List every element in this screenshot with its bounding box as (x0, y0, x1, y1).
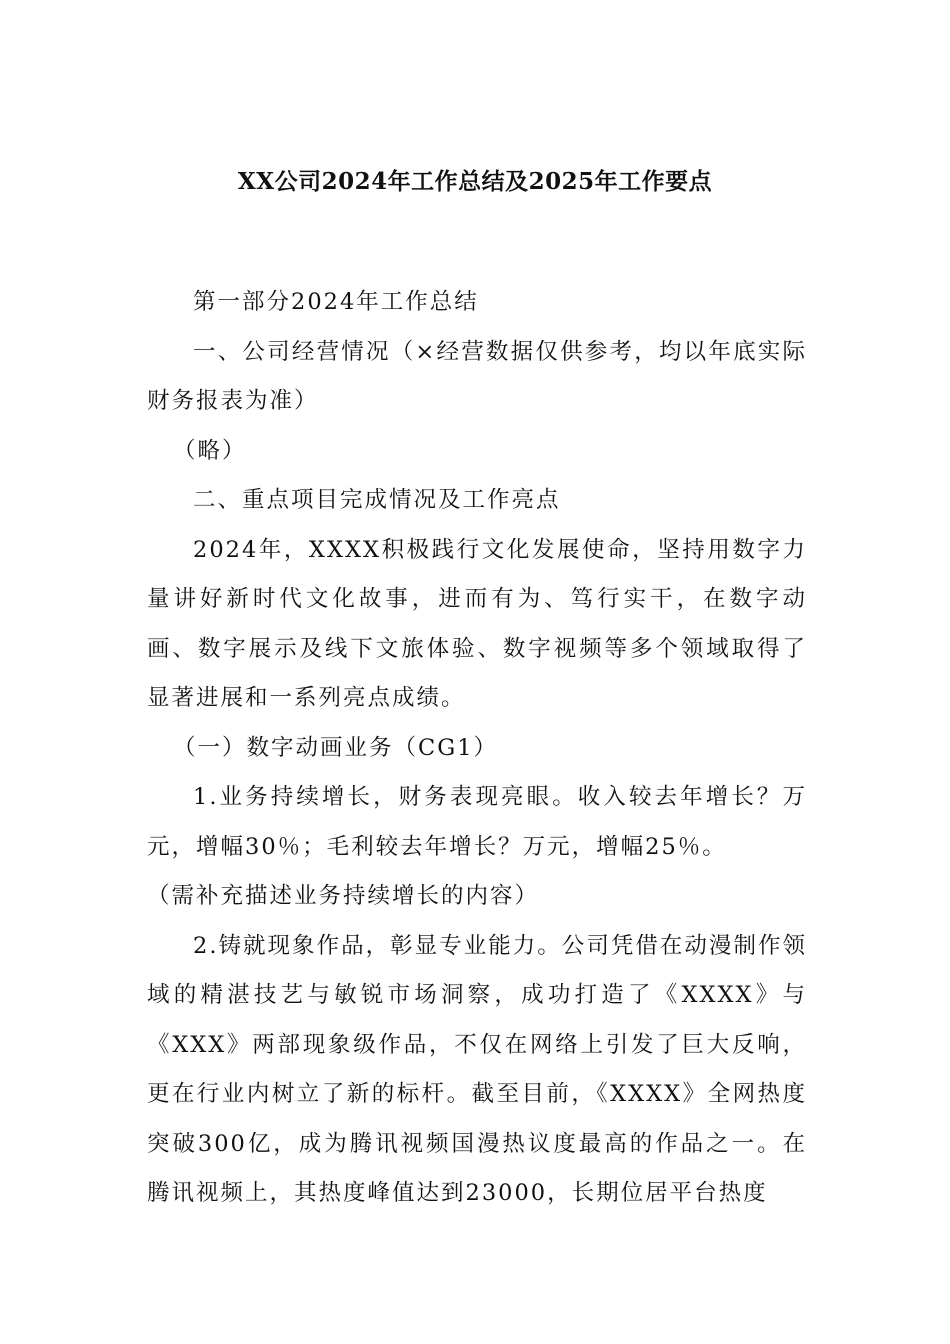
document-title: XX公司2024年工作总结及2025年工作要点 (237, 168, 713, 195)
paragraph: 1.业务持续增长，财务表现亮眼。收入较去年增长？万元，增幅30％；毛利较去年增长？万元，增幅25％。 (147, 784, 807, 860)
section-heading: 第一部分2024年工作总结 (193, 289, 479, 315)
paragraph: 2024年，XXXX积极践行文化发展使命，坚持用数字力量讲好新时代文化故事，进而有为、笃行实干，在数字动画、数字展示及线下文旅体验、数字视频等多个领域取得了显著进展和一系列亮点成绩。 (147, 536, 807, 711)
subsection-heading: 二、重点项目完成情况及工作亮点 (193, 487, 561, 513)
subsection-heading: （一）数字动画业务（CG1） (173, 734, 499, 761)
subsection-heading: 一、公司经营情况（×经营数据仅供参考，均以年底实际财务报表为准） (147, 338, 807, 414)
paragraph-note: （需补充描述业务持续增长的内容） (147, 883, 540, 909)
paragraph-omitted: （略） (173, 437, 247, 464)
paragraph: 2.铸就现象作品，彰显专业能力。公司凭借在动漫制作领域的精湛技艺与敏锐市场洞察，成功打造了《XXXX》与《XXX》两部现象级作品，不仅在网络上引发了巨大反响，更在行业内树立了新的标杆。截至目前，《XXXX》全网热度突破300亿，成为腾讯视频国漫热议度最高的作品之一。在腾讯视频上，其热度峰值达到23000，长期位居平台热度 (147, 932, 807, 1206)
document-body (147, 278, 807, 1219)
